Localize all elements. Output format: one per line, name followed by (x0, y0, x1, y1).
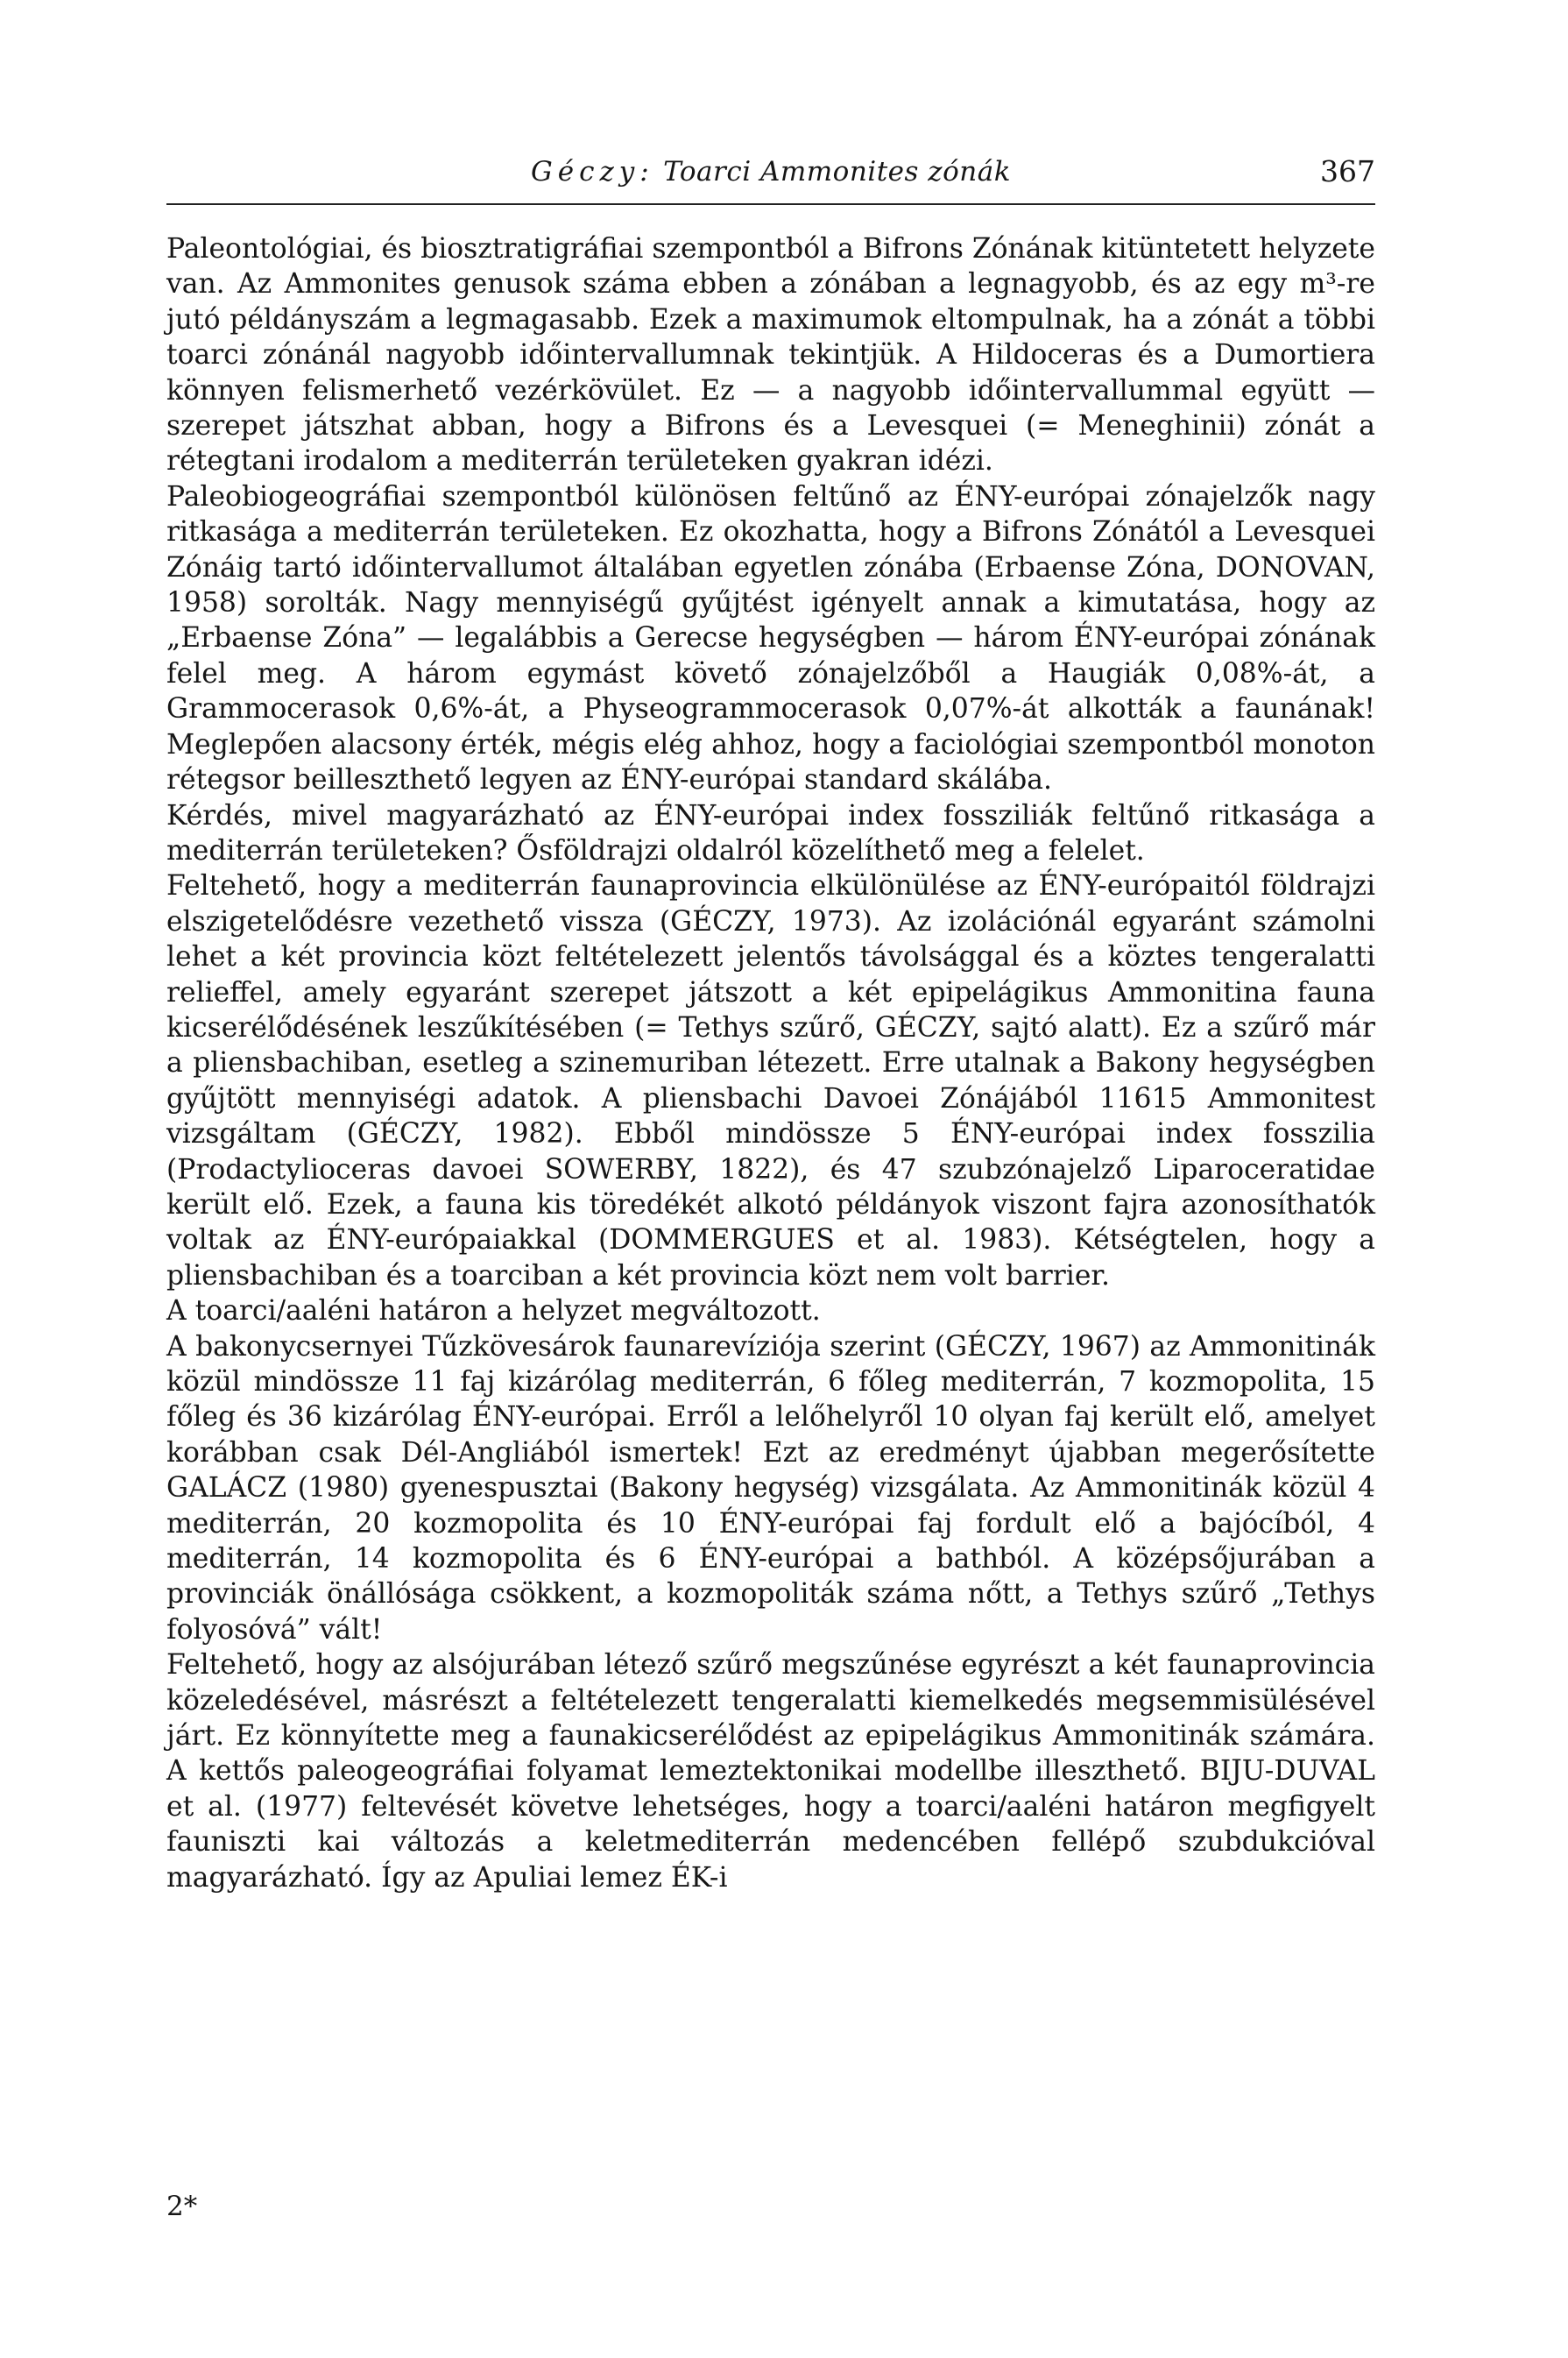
paragraph-6: A bakonycsernyei Tűzkövesárok faunarevíziója szerint (GÉCZY, 1967) az Ammonitinák közül mindössze 11 faj kizárólag mediterrán, 6 főleg mediterrán, 7 kozmopolita, 15 főleg és 36 kizárólag ÉNY-európai. Erről a lelőhelyről 10 olyan faj került elő, amelyet korábban csak Dél-Angliából ismertek! Ezt az eredményt újabban megerősítette GALÁCZ (1980) gyenespusztai (Bakony hegység) vizsgálata. Az Ammonitinák közül 4 mediterrán, 20 kozmopolita és 10 ÉNY-európai faj fordult elő a bajócíból, 4 mediterrán, 14 kozmopolita és 6 ÉNY-európai a bathból. A középsőjurában a provinciák önállósága csökkent, a kozmopoliták száma nőtt, a Tethys szűrő „Tethys folyosóvá” vált! (166, 1330, 1375, 1646)
paragraph-3: Kérdés, mivel magyarázható az ÉNY-európai index fossziliák feltűnő ritkasága a mediterrán területeken? Ősföldrajzi oldalról közelíthető meg a felelet. (166, 799, 1375, 867)
paragraph-7: Feltehető, hogy az alsójurában létező szűrő megszűnése egyrészt a két faunaprovincia közeledésével, másrészt a feltételezett tengeralatti kiemelkedés megsemmisülésével járt. Ez könnyítette meg a faunakicserélődést az epipelágikus Ammonitinák számára. A kettős paleogeográfiai folyamat lemeztektonikai modellbe illeszthető. BIJU-DUVAL et al. (1977) feltevését követve lehetséges, hogy a toarci/aaléni határon megfigyelt fauniszti kai változás a keletmediterrán medencében fellépő szubdukcióval magyarázható. Így az Apuliai lemez ÉK-i (166, 1649, 1375, 1894)
running-head-author: Géczy: (530, 156, 654, 188)
running-head (166, 149, 1375, 205)
paragraph-5: A toarci/aaléni határon a helyzet megváltozott. (166, 1295, 821, 1328)
paragraph-1: Paleontológiai, és biosztratigráfiai szempontból a Bifrons Zónának kitüntetett helyzete van. Az Ammonites genusok száma ebben a zónában a legnagyobb, és az egy m³-re jutó példányszám a legmagasabb. Ezek a maximumok eltompulnak, ha a zónát a többi toarci zónánál nagyobb időintervallumnak tekintjük. A Hildoceras és a Dumortiera könnyen felismerhető vezérkövület. Ez — a nagyobb időintervallummal együtt — szerepet játszhat abban, hogy a Bifrons és a Levesquei (= Meneghinii) zónát a rétegtani irodalom a mediterrán területeken gyakran idézi. (166, 233, 1375, 478)
page-number: 367 (1320, 154, 1375, 188)
paragraph-2: Paleobiogeográfiai szempontból különösen feltűnő az ÉNY-európai zónajelzők nagy ritkasága a mediterrán területeken. Ez okozhatta, hogy a Bifrons Zónától a Levesquei Zónáig tartó időintervallumot általában egyetlen zónába (Erbaense Zóna, DONOVAN, 1958) sorolták. Nagy mennyiségű gyűjtést igényelt annak a kimutatása, hogy az „Erbaense Zóna” — legalábbis a Gerecse hegységben — három ÉNY-európai zónának felel meg. A három egymást követő zónajelzőből a Haugiák 0,08%-át, a Grammocerasok 0,6%-át, a Physeogrammocerasok 0,07%-át alkották a faunának! Meglepően alacsony érték, mégis elég ahhoz, hogy a faciológiai szempontból monoton rétegsor beilleszthető legyen az ÉNY-európai standard skálába. (166, 480, 1375, 797)
running-head-title: Toarci Ammonites zónák (663, 156, 1011, 188)
body-text (166, 231, 1375, 1895)
paragraph-4: Feltehető, hogy a mediterrán faunaprovincia elkülönülése az ÉNY-európaitól földrajzi elszigetelődésre vezethető vissza (GÉCZY, 1973). Az izolációnál egyaránt számolni lehet a két provincia közt feltételezett jelentős távolsággal és a köztes tengeralatti relieffel, amely egyaránt szerepet játszott a két epipelágikus Ammonitina fauna kicserélődésének leszűkítésében (= Tethys szűrő, GÉCZY, sajtó alatt). Ez a szűrő már a pliensbachiban, esetleg a szinemuriban létezett. Erre utalnak a Bakony hegységben gyűjtött mennyiségi adatok. A pliensbachi Davoei Zónájából 11615 Ammonitest vizsgáltam (GÉCZY, 1982). Ebből mindössze 5 ÉNY-európai index fosszilia (Prodactylioceras davoei SOWERBY, 1822), és 47 szubzónajelző Liparoceratidae került elő. Ezek, a fauna kis töredékét alkotó példányok viszont fajra azonosíthatók voltak az ÉNY-európaiakkal (DOMMERGUES et al. 1983). Kétségtelen, hogy a pliensbachiban és a toarciban a két provincia közt nem volt barrier. (166, 870, 1375, 1292)
running-title (166, 156, 1375, 188)
signature-mark: 2* (166, 2191, 198, 2222)
journal-page (166, 149, 1375, 2222)
